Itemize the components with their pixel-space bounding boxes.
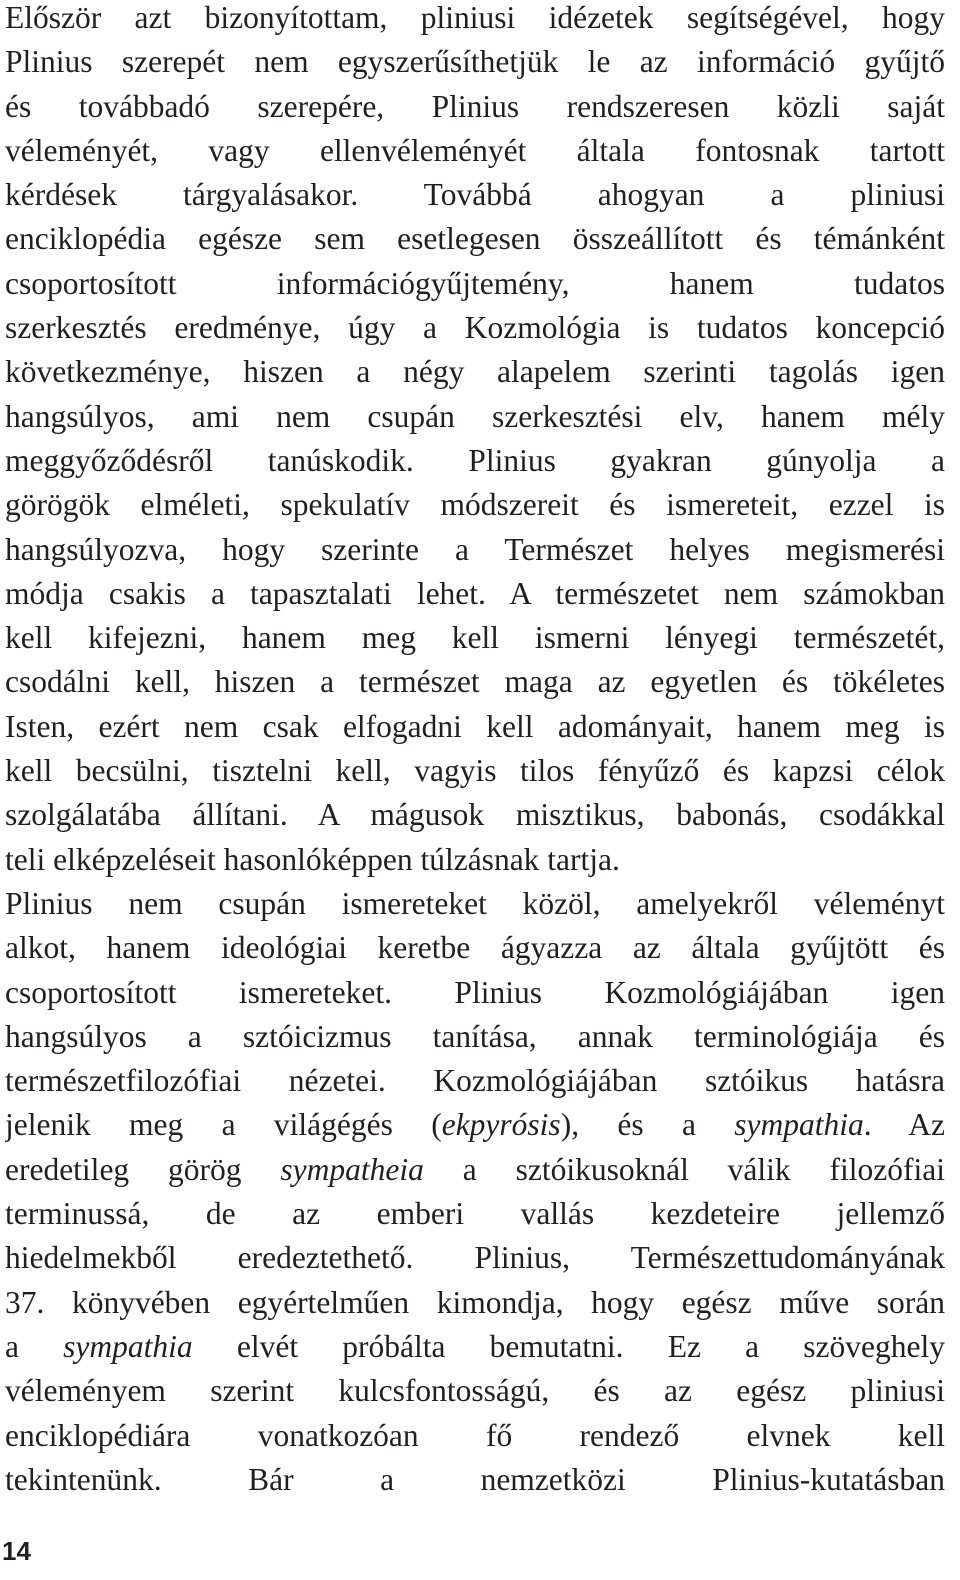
text-segment: természetfilozófiai nézetei. Kozmológiájában sztóikus hatásra [5,1063,945,1099]
text-line [5,1148,945,1192]
text-segment: meggyőződésről tanúskodik. Plinius gyakran gúnyolja a [5,442,945,478]
text-segment: a sztóikusoknál válik filozófiai [423,1151,945,1187]
text-segment: teli elképzeléseit hasonlóképpen túlzásnak tartja. [5,841,620,877]
text-line [5,40,945,84]
text-segment: csodálni kell, hiszen a természet maga az egyetlen és tökéletes [5,664,945,700]
text-segment: enciklopédia egésze sem esetlegesen összeállított és témánként [5,221,945,257]
text-line [5,882,945,926]
text-line [5,85,945,129]
text-line [5,217,945,261]
text-line [5,616,945,660]
italic-term: ekpyrósis [441,1107,561,1143]
text-line [5,1458,945,1502]
text-segment: terminussá, de az emberi vallás kezdeteire jellemző [5,1196,945,1232]
text-segment: hangsúlyos a sztóicizmus tanítása, annak terminológiája és [5,1018,945,1054]
italic-term: sympatheia [280,1151,424,1187]
text-line [5,439,945,483]
text-segment: alkot, hanem ideológiai keretbe ágyazza az általa gyűjtött és [5,930,945,966]
text-segment: csoportosított ismereteket. Plinius Kozmológiájában igen [5,974,945,1010]
text-line [5,971,945,1015]
text-line [5,749,945,793]
text-segment: 37. könyvében egyértelműen kimondja, hogy egész műve során [5,1284,945,1320]
text-segment: a [5,1328,64,1364]
text-segment: módja csakis a tapasztalati lehet. A természetet nem számokban [5,575,945,611]
text-segment: Plinius szerepét nem egyszerűsíthetjük le az információ gyűjtő [5,44,945,80]
text-line [5,528,945,572]
text-line [5,483,945,527]
text-line [5,173,945,217]
text-line [5,0,945,40]
text-segment: szerkesztés eredménye, úgy a Kozmológia is tudatos koncepció [5,310,945,346]
text-line [5,1325,945,1369]
text-line [5,1103,945,1147]
text-line [5,306,945,350]
italic-term: sympathia [63,1328,193,1364]
text-segment: szolgálatába állítani. A mágusok misztikus, babonás, csodákkal [5,797,945,833]
text-line [5,1059,945,1103]
body-text [5,0,945,1502]
text-segment: hangsúlyozva, hogy szerinte a Természet helyes megismerési [5,531,945,567]
text-segment: következménye, hiszen a négy alapelem szerinti tagolás igen [5,354,945,390]
text-segment: hiedelmekből eredeztethető. Plinius, Természettudományának [5,1240,945,1276]
text-segment: kérdések tárgyalásakor. Továbbá ahogyan a pliniusi [5,177,945,213]
text-line [5,660,945,704]
text-line [5,395,945,439]
text-segment: Először azt bizonyítottam, pliniusi idézetek segítségével, hogy [5,0,945,35]
text-segment: kell becsülni, tisztelni kell, vagyis tilos fényűző és kapzsi célok [5,753,945,789]
text-segment: eredetileg görög [5,1151,281,1187]
text-line [5,1192,945,1236]
text-line [5,793,945,837]
text-segment: és továbbadó szerepére, Plinius rendszeresen közli saját [5,88,945,124]
page-number: 14 [2,1536,31,1566]
text-segment: csoportosított információgyűjtemény, hanem tudatos [5,265,945,301]
text-segment: hangsúlyos, ami nem csupán szerkesztési elv, hanem mély [5,398,945,434]
text-segment: véleményét, vagy ellenvéleményét általa fontosnak tartott [5,132,945,168]
text-line [5,838,945,882]
text-line [5,705,945,749]
text-segment: enciklopédiára vonatkozóan fő rendező elvnek kell [5,1417,945,1453]
italic-term: sympathia [734,1107,864,1143]
text-segment: véleményem szerint kulcsfontosságú, és az egész pliniusi [5,1373,945,1409]
text-line [5,1236,945,1280]
text-line [5,572,945,616]
text-line [5,1414,945,1458]
text-line [5,1369,945,1413]
text-segment: Isten, ezért nem csak elfogadni kell adományait, hanem meg is [5,708,945,744]
text-line [5,1015,945,1059]
text-segment: tekintenünk. Bár a nemzetközi Plinius-kutatásban [5,1461,945,1497]
text-segment: elvét próbálta bemutatni. Ez a szöveghely [192,1328,945,1364]
text-line [5,926,945,970]
text-line [5,129,945,173]
text-segment: görögök elméleti, spekulatív módszereit és ismereteit, ezzel is [5,487,945,523]
text-line [5,1281,945,1325]
text-segment: jelenik meg a világégés ( [5,1107,442,1143]
text-line [5,262,945,306]
text-segment: . Az [863,1107,945,1143]
text-segment: kell kifejezni, hanem meg kell ismerni lényegi természetét, [5,620,945,656]
text-segment: ), és a [560,1107,735,1143]
text-segment: Plinius nem csupán ismereteket közöl, amelyekről véleményt [5,885,945,921]
text-line [5,350,945,394]
